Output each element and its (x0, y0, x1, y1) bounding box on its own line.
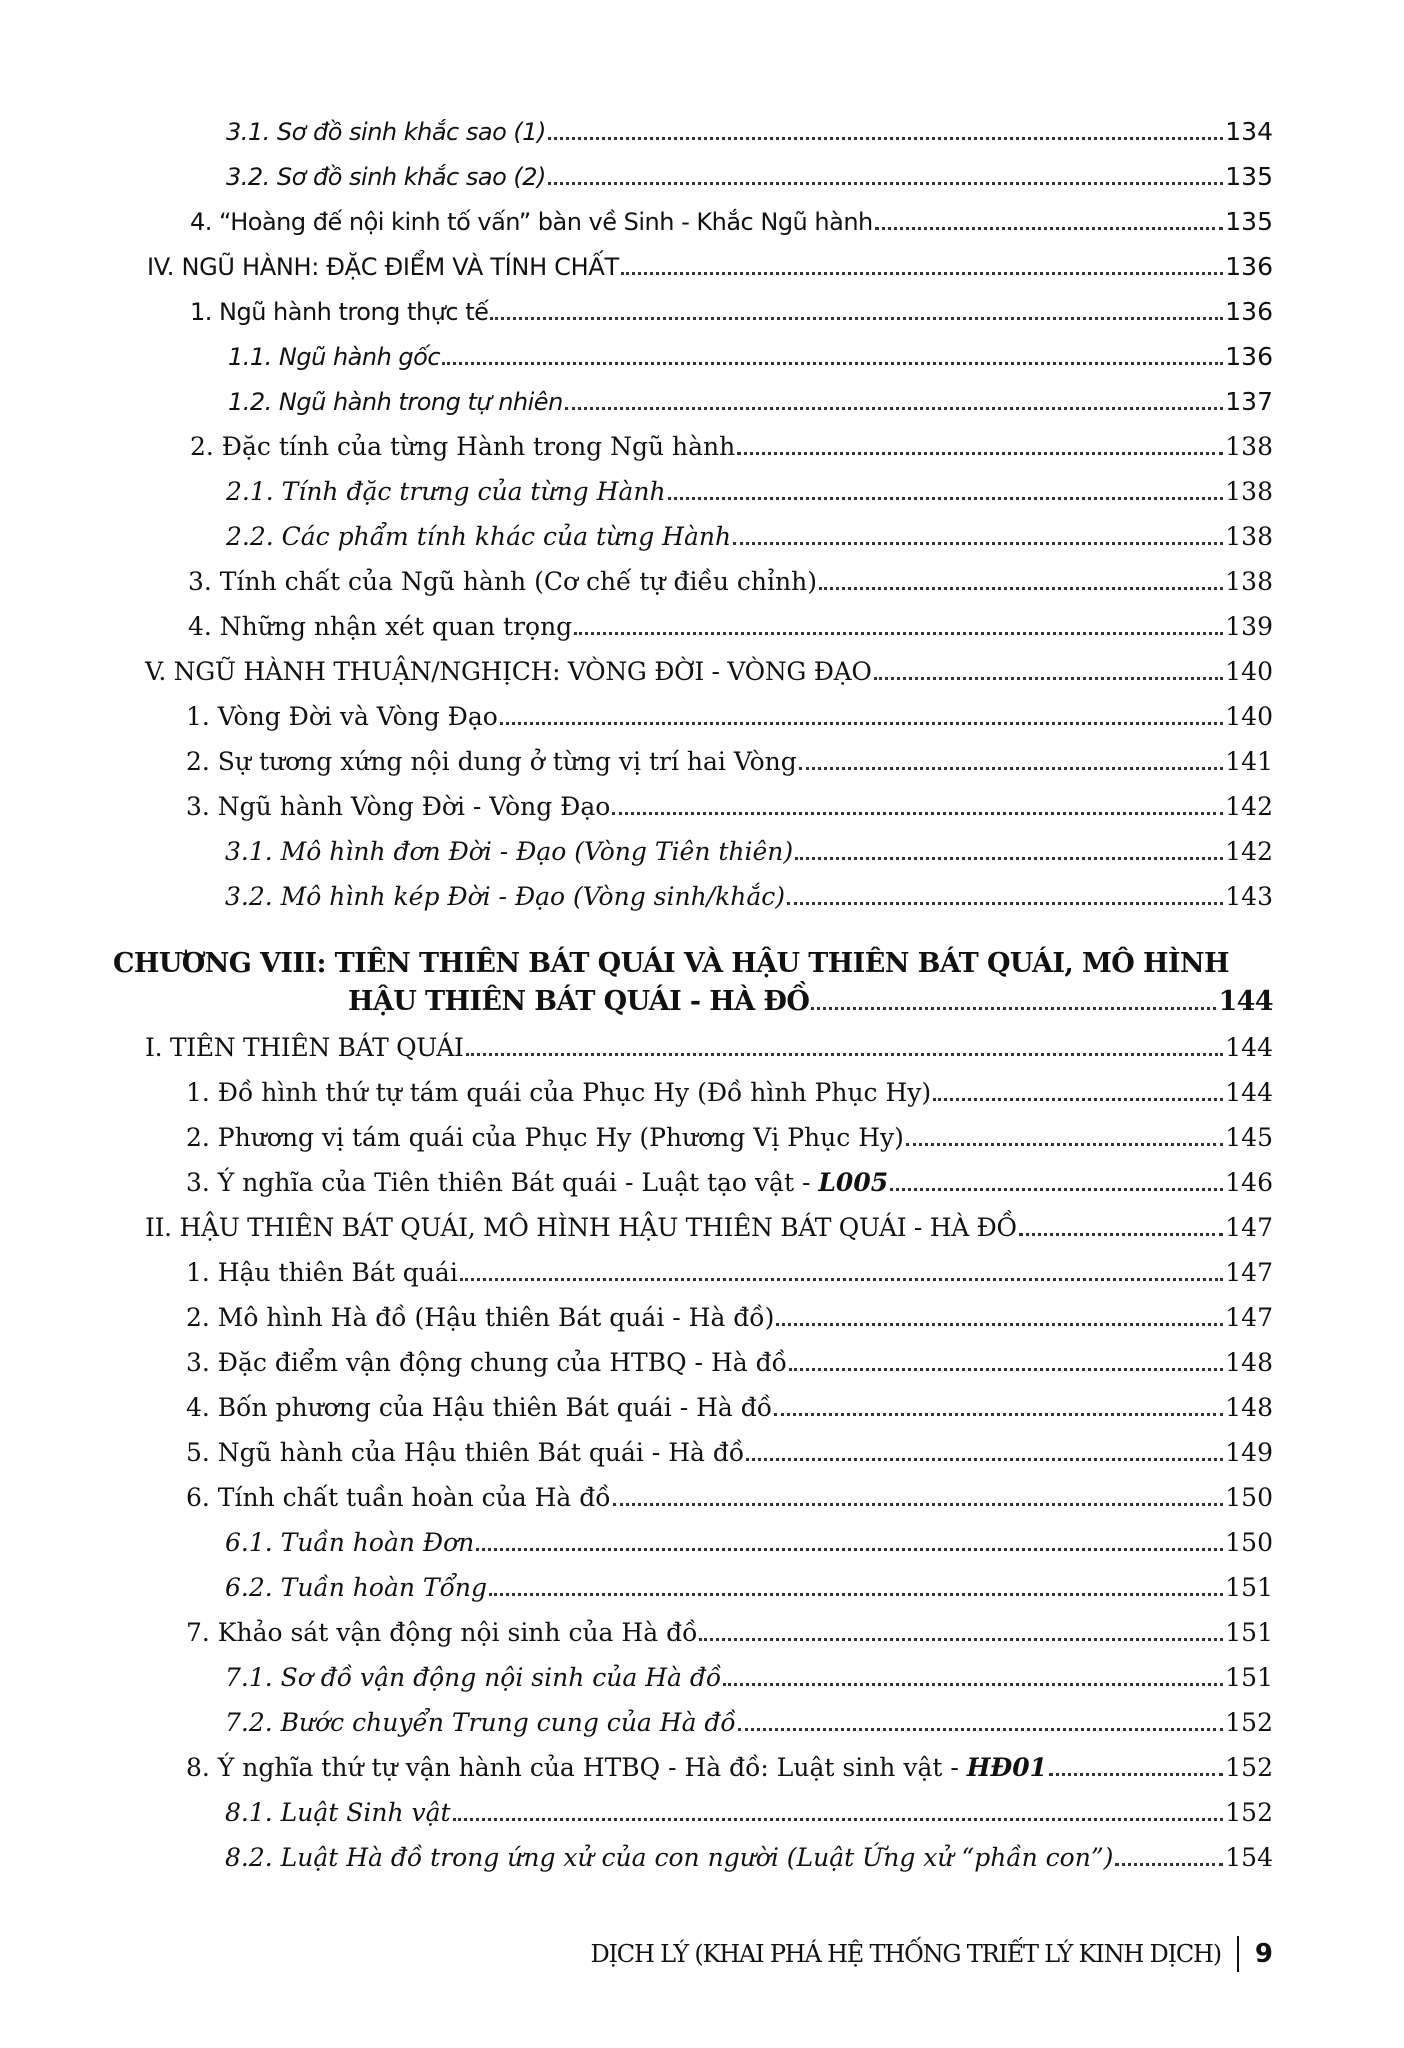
dot-leader (733, 542, 1223, 545)
toc-entry-title: 6.1. Tuần hoàn Đơn (225, 1528, 475, 1557)
chapter-page: 144 (1218, 986, 1273, 1017)
toc-entry (225, 873, 1273, 913)
page-footer (590, 1930, 1273, 1978)
dot-leader (621, 272, 1223, 275)
toc-entry-title: 2.1. Tính đặc trưng của từng Hành (226, 477, 666, 506)
dot-leader (1019, 1233, 1224, 1236)
toc-entry (186, 1294, 1273, 1334)
toc-entry-page: 141 (1225, 747, 1273, 776)
toc-entry-text: 3. Ý nghĩa của Tiên thiên Bát quái - Luật tạo vật - (186, 1168, 819, 1197)
toc-entry-title: 3.2. Mô hình kép Đời - Đạo (Vòng sinh/khắc) (225, 882, 786, 911)
toc-entry-title: 4. Bốn phương của Hậu thiên Bát quái - Hà đồ (186, 1393, 773, 1422)
toc-entry (186, 1159, 1273, 1199)
dot-leader (737, 452, 1223, 455)
toc-entry (228, 378, 1273, 418)
law-code: HĐ01 (966, 1753, 1048, 1782)
toc-entry-page: 137 (1225, 387, 1273, 416)
toc-entry-page: 149 (1225, 1438, 1273, 1467)
dot-leader (489, 1593, 1223, 1596)
toc-entry-page: 151 (1225, 1573, 1273, 1602)
toc-entry-title: I. TIÊN THIÊN BÁT QUÁI (145, 1033, 464, 1062)
toc-entry (226, 108, 1273, 148)
toc-entry-page: 136 (1225, 252, 1273, 281)
toc-entry-page: 138 (1225, 432, 1273, 461)
toc-entry-page: 138 (1225, 477, 1273, 506)
toc-entry (186, 1384, 1273, 1424)
toc-entry-title: 3.1. Sơ đồ sinh khắc sao (1) (226, 118, 546, 146)
toc-entry-page: 148 (1225, 1348, 1273, 1377)
law-code: L005 (818, 1168, 889, 1197)
toc-entry (226, 513, 1273, 553)
toc-entry-title: 2.2. Các phẩm tính khác của từng Hành (226, 522, 732, 551)
dot-leader (460, 1278, 1223, 1281)
chapter-heading-line2 (348, 978, 1273, 1018)
toc-entry (186, 1249, 1273, 1289)
toc-entry-title: 2. Sự tương xứng nội dung ở từng vị trí hai Vòng (186, 747, 797, 776)
toc-entry-title: 3. Ngũ hành Vòng Đời - Vòng Đạo (186, 792, 611, 821)
toc-entry-title: 7.1. Sơ đồ vận động nội sinh của Hà đồ (225, 1663, 722, 1692)
toc-entry (186, 783, 1273, 823)
chapter-heading: CHƯƠNG VIII: TIÊN THIÊN BÁT QUÁI VÀ HẬU THIÊN BÁT QUÁI, MÔ HÌNH (113, 948, 1229, 979)
toc-entry (186, 1069, 1273, 1109)
dot-leader (612, 812, 1223, 815)
toc-entry-page: 152 (1225, 1798, 1273, 1827)
toc-entry-page: 147 (1225, 1258, 1273, 1287)
toc-entry (225, 1654, 1273, 1694)
toc-entry-page: 154 (1225, 1843, 1273, 1872)
dot-leader (874, 677, 1224, 680)
toc-entry (186, 1474, 1273, 1514)
footer-divider (1237, 1936, 1239, 1972)
toc-entry (225, 1789, 1273, 1829)
toc-entry-title: 3.2. Sơ đồ sinh khắc sao (2) (226, 163, 546, 191)
toc-entry-title: 6. Tính chất tuần hoàn của Hà đồ (186, 1483, 611, 1512)
toc-entry (190, 198, 1273, 238)
dot-leader (819, 587, 1223, 590)
toc-entry-title: 3.1. Mô hình đơn Đời - Đạo (Vòng Tiên thiên) (225, 837, 794, 866)
toc-entry (225, 1564, 1273, 1604)
toc-entry-title: 6.2. Tuần hoàn Tổng (225, 1573, 487, 1602)
toc-entry (190, 288, 1273, 328)
dot-leader (776, 1323, 1223, 1326)
dot-leader (442, 362, 1223, 365)
dot-leader (699, 1638, 1223, 1641)
dot-leader (668, 497, 1224, 500)
toc-entry (190, 423, 1273, 463)
toc-entry (145, 1204, 1273, 1244)
toc-entry (188, 558, 1273, 598)
toc-entry-page: 139 (1225, 612, 1273, 641)
dot-leader (875, 227, 1224, 230)
dot-leader (574, 632, 1223, 635)
toc-entry-page: 148 (1225, 1393, 1273, 1422)
dot-leader (890, 1188, 1223, 1191)
toc-entry-page: 135 (1225, 207, 1273, 236)
toc-entry-page: 152 (1225, 1753, 1273, 1782)
toc-entry-page: 147 (1225, 1213, 1273, 1242)
dot-leader (490, 317, 1223, 320)
toc-entry-title: 4. “Hoàng đế nội kinh tố vấn” bàn về Sinh - Khắc Ngũ hành (190, 208, 873, 236)
toc-entry-title: IV. NGŨ HÀNH: ĐẶC ĐIỂM VÀ TÍNH CHẤT (147, 253, 619, 281)
toc-entry-title: II. HẬU THIÊN BÁT QUÁI, MÔ HÌNH HẬU THIÊN BÁT QUÁI - HÀ ĐỒ (145, 1213, 1017, 1242)
dot-leader (565, 407, 1224, 410)
toc-entry (186, 738, 1273, 778)
toc-entry-title: 1. Đồ hình thứ tự tám quái của Phục Hy (Đồ hình Phục Hy) (186, 1078, 932, 1107)
toc-entry (228, 333, 1273, 373)
toc-entry-title: 3. Đặc điểm vận động chung của HTBQ - Hà đồ (186, 1348, 787, 1377)
toc-entry (225, 1699, 1273, 1739)
dot-leader (746, 1458, 1223, 1461)
toc-entry-page: 151 (1225, 1663, 1273, 1692)
toc-entry-page: 138 (1225, 522, 1273, 551)
dot-leader (548, 137, 1223, 140)
dot-leader (453, 1818, 1224, 1821)
dot-leader (774, 1413, 1223, 1416)
toc-entry-title: 3. Tính chất của Ngũ hành (Cơ chế tự điều chỉnh) (188, 567, 817, 596)
dot-leader (500, 722, 1223, 725)
toc-entry (186, 1429, 1273, 1469)
toc-entry (186, 1609, 1273, 1649)
dot-leader (933, 1098, 1223, 1101)
toc-entry-page: 150 (1225, 1483, 1273, 1512)
toc-entry-title: 8.2. Luật Hà đồ trong ứng xử của con người (Luật Ứng xử “phần con”) (225, 1843, 1114, 1872)
toc-entry-title: 4. Những nhận xét quan trọng (188, 612, 573, 641)
toc-entry-title: 5. Ngũ hành của Hậu thiên Bát quái - Hà đồ (186, 1438, 745, 1467)
toc-entry-page: 138 (1225, 567, 1273, 596)
toc-entry-page: 142 (1225, 792, 1273, 821)
toc-entry-page: 142 (1225, 837, 1273, 866)
toc-entry-page: 147 (1225, 1303, 1273, 1332)
toc-entry (186, 1744, 1273, 1784)
toc-entry-page: 134 (1225, 117, 1273, 146)
toc-entry-title: 1.1. Ngũ hành gốc (228, 343, 441, 371)
toc-entry-title: 2. Đặc tính của từng Hành trong Ngũ hành (190, 432, 736, 461)
page-number: 9 (1254, 1939, 1273, 1969)
toc-entry-title: 2. Phương vị tám quái của Phục Hy (Phương Vị Phục Hy) (186, 1123, 904, 1152)
dot-leader (1049, 1773, 1223, 1776)
dot-leader (795, 857, 1223, 860)
toc-entry-title: 8.1. Luật Sinh vật (225, 1798, 451, 1827)
toc-entry (225, 828, 1273, 868)
dot-leader (476, 1548, 1223, 1551)
dot-leader (466, 1053, 1224, 1056)
toc-entry (186, 1114, 1273, 1154)
dot-leader (1115, 1863, 1223, 1866)
chapter-title: HẬU THIÊN BÁT QUÁI - HÀ ĐỒ (348, 986, 810, 1017)
toc-entry-page: 145 (1225, 1123, 1273, 1152)
toc-entry (145, 648, 1273, 688)
toc-entry-page: 144 (1225, 1033, 1273, 1062)
toc-entry-title (186, 1167, 888, 1199)
toc-entry-page: 136 (1225, 297, 1273, 326)
toc-entry (225, 1834, 1273, 1874)
toc-entry-text: 8. Ý nghĩa thứ tự vận hành của HTBQ - Hà đồ: Luật sinh vật - (186, 1753, 967, 1782)
toc-entry-title: 2. Mô hình Hà đồ (Hậu thiên Bát quái - Hà đồ) (186, 1303, 775, 1332)
dot-leader (738, 1728, 1224, 1731)
toc-entry-title: 1. Ngũ hành trong thực tế (190, 298, 489, 326)
toc-entry-title: 7. Khảo sát vận động nội sinh của Hà đồ (186, 1618, 698, 1647)
dot-leader (723, 1683, 1223, 1686)
toc-entry-title: V. NGŨ HÀNH THUẬN/NGHỊCH: VÒNG ĐỜI - VÒNG ĐẠO (145, 657, 872, 686)
toc-entry-title: 1. Hậu thiên Bát quái (186, 1258, 458, 1287)
dot-leader (613, 1503, 1224, 1506)
toc-entry (226, 153, 1273, 193)
dot-leader (811, 1007, 1216, 1010)
toc-entry-page: 135 (1225, 162, 1273, 191)
toc-entry (145, 1024, 1273, 1064)
toc-entry (225, 1519, 1273, 1559)
toc-entry-page: 152 (1225, 1708, 1273, 1737)
toc-entry-page: 140 (1225, 702, 1273, 731)
toc-entry-title: 1. Vòng Đời và Vòng Đạo (186, 702, 498, 731)
toc-entry (186, 1339, 1273, 1379)
toc-entry-page: 136 (1225, 342, 1273, 371)
dot-leader (799, 767, 1223, 770)
toc-entry (226, 468, 1273, 508)
toc-entry (186, 693, 1273, 733)
dot-leader (789, 1368, 1223, 1371)
toc-entry-page: 144 (1225, 1078, 1273, 1107)
dot-leader (548, 182, 1223, 185)
toc-entry-page: 146 (1225, 1168, 1273, 1197)
running-book-title: DỊCH LÝ (KHAI PHÁ HỆ THỐNG TRIẾT LÝ KINH DỊCH) (590, 1940, 1221, 1968)
dot-leader (787, 902, 1223, 905)
toc-entry-page: 140 (1225, 657, 1273, 686)
toc-entry-title: 7.2. Bước chuyển Trung cung của Hà đồ (225, 1708, 736, 1737)
toc-entry-page: 151 (1225, 1618, 1273, 1647)
toc-entry-page: 143 (1225, 882, 1273, 911)
toc-entry (188, 603, 1273, 643)
toc-entry-page: 150 (1225, 1528, 1273, 1557)
toc-entry (147, 243, 1273, 283)
toc-entry-title (186, 1752, 1047, 1784)
toc-entry-title: 1.2. Ngũ hành trong tự nhiên (228, 388, 563, 416)
dot-leader (906, 1143, 1223, 1146)
